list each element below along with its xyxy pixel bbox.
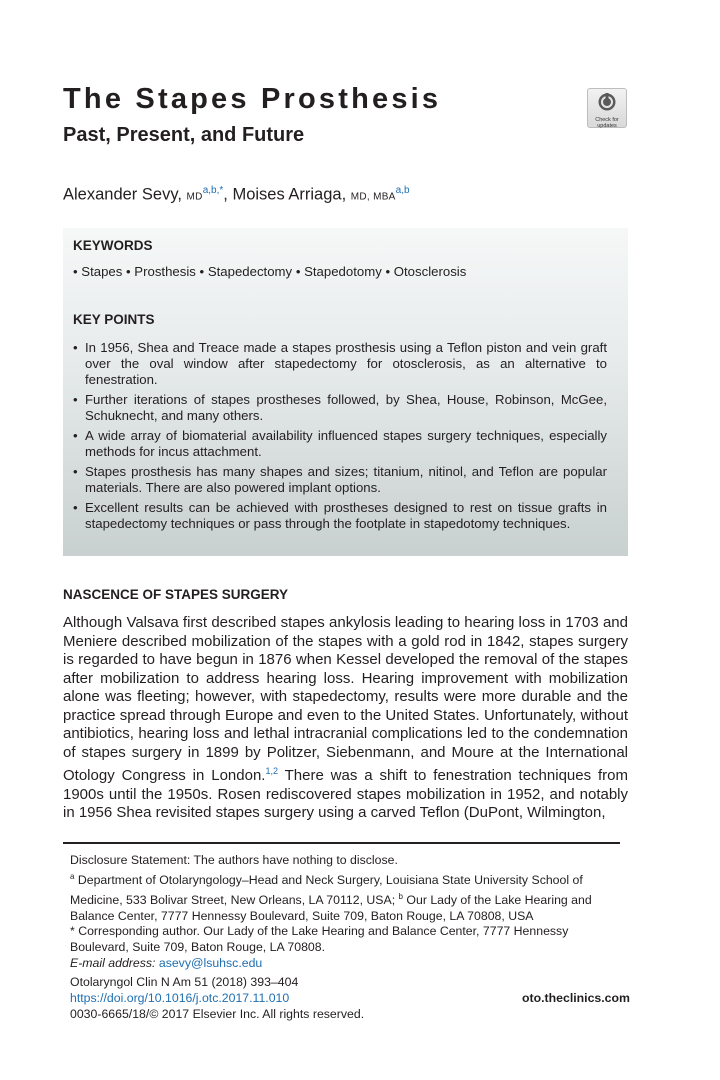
keyword-item: • Stapes xyxy=(73,264,123,279)
disclosure-statement: Disclosure Statement: The authors have nothing to disclose. xyxy=(70,853,398,867)
paragraph-text: There was a shift to fenestration techniques from 1900s until the 1950s. Rosen rediscovered stapes mobilization in 1952, and notably in 1956 Shea revisited stapes surgery using a carved Teflon (DuPont, Wilmington, xyxy=(63,767,628,821)
email-link[interactable]: asevy@lsuhsc.edu xyxy=(158,955,263,970)
corresponding-author: * Corresponding author. Our Lady of the Lake Hearing and Balance Center, 7777 Hennessy Boulevard, Suite 709, Baton Rouge, LA 70808. xyxy=(70,924,569,955)
keyword-item: • Otosclerosis xyxy=(385,264,467,279)
author-line xyxy=(63,185,410,205)
key-point-item: • Further iterations of stapes prostheses followed, by Shea, House, Robinson, McGee, Schuknecht, and many others. xyxy=(73,392,607,423)
section-heading: NASCENCE OF STAPES SURGERY xyxy=(63,587,289,602)
author-degree: MD xyxy=(186,191,203,203)
key-point-item: • Excellent results can be achieved with prostheses designed to rest on tissue grafts in stapedectomy techniques or pass through the footplate in stapedotomy techniques. xyxy=(73,500,607,531)
keyword-item: • Stapedectomy xyxy=(199,264,293,279)
author-name: Alexander Sevy, xyxy=(63,185,182,204)
keywords-list xyxy=(73,264,466,279)
journal-site[interactable]: oto.theclinics.com xyxy=(522,991,630,1005)
article-title: The Stapes Prosthesis xyxy=(63,83,442,115)
article-subtitle: Past, Present, and Future xyxy=(63,124,305,146)
body-paragraph xyxy=(63,614,628,823)
doi-link[interactable]: https://doi.org/10.1016/j.otc.2017.11.010 xyxy=(70,990,290,1005)
paragraph-text: Although Valsava first described stapes ankylosis leading to hearing loss in 1703 and Meniere described mobilization of the stapes with a gold rod in 1842, stapes surgery is regarded to have begun in 1876 when Kessel developed the removal of the stapes after mobilization to address hearing loss. Hearing improvement with mobilization alone was fleeting; however, with stapedectomy, results were more durable and the practice spread through Europe and even to the United States. Unfortunately, without antibiotics, hearing loss and lethal intracranial complications led to the condemnation of stapes surgery in 1899 by Politzer, Siebenmann, and Moure at the International Otology Congress in London. xyxy=(63,614,628,784)
affiliation-marks[interactable]: a,b,* xyxy=(202,185,224,196)
key-point-item: • Stapes prosthesis has many shapes and sizes; titanium, nitinol, and Teflon are popular materials. There are also powered implant options. xyxy=(73,464,607,495)
check-for-updates-badge[interactable] xyxy=(587,88,627,128)
affiliation-marks[interactable]: a,b xyxy=(395,185,410,196)
keywords-keypoints-box xyxy=(63,228,628,556)
key-points-heading: KEY POINTS xyxy=(73,312,155,327)
key-points-list xyxy=(73,340,607,536)
check-for-updates-label: Check for updates xyxy=(595,117,619,129)
key-point-item: • A wide array of biomaterial availability influenced stapes surgery techniques, especially methods for incus attachment. xyxy=(73,428,607,459)
journal-citation: Otolaryngol Clin N Am 51 (2018) 393–404 xyxy=(70,975,299,989)
keyword-item: • Prosthesis xyxy=(126,264,196,279)
affiliations: $^a$ Department of Otolaryngology–Head and Neck Surgery, Louisiana State University School of Medicine, 533 Bolivar Street, New Orleans, LA 70112, USA; $^b$ Our Lady of the Lake Hearing and Balance Center, 7777 Hennessy Boulevard, Suite 709, Baton Rouge, LA 70808, USA xyxy=(70,871,592,923)
check-for-updates-icon xyxy=(597,92,617,112)
author-separator: , xyxy=(223,185,228,204)
email-line: E-mail address: asevy@lsuhsc.edu xyxy=(70,955,263,970)
copyright: 0030-6665/18/© 2017 Elsevier Inc. All rights reserved. xyxy=(70,1006,365,1021)
footnote-divider xyxy=(63,842,620,844)
keyword-item: • Stapedotomy xyxy=(295,264,382,279)
author-name: Moises Arriaga, xyxy=(232,185,347,204)
keywords-heading: KEYWORDS xyxy=(73,238,153,253)
reference-link[interactable]: 1,2 xyxy=(265,766,278,776)
footnotes xyxy=(70,853,626,972)
author-degree: MD, MBA xyxy=(350,191,396,203)
key-point-item: • In 1956, Shea and Treace made a stapes prosthesis using a Teflon piston and vein graft over the oval window after stapedectomy for otosclerosis, as an alternative to fenestration. xyxy=(73,340,607,387)
